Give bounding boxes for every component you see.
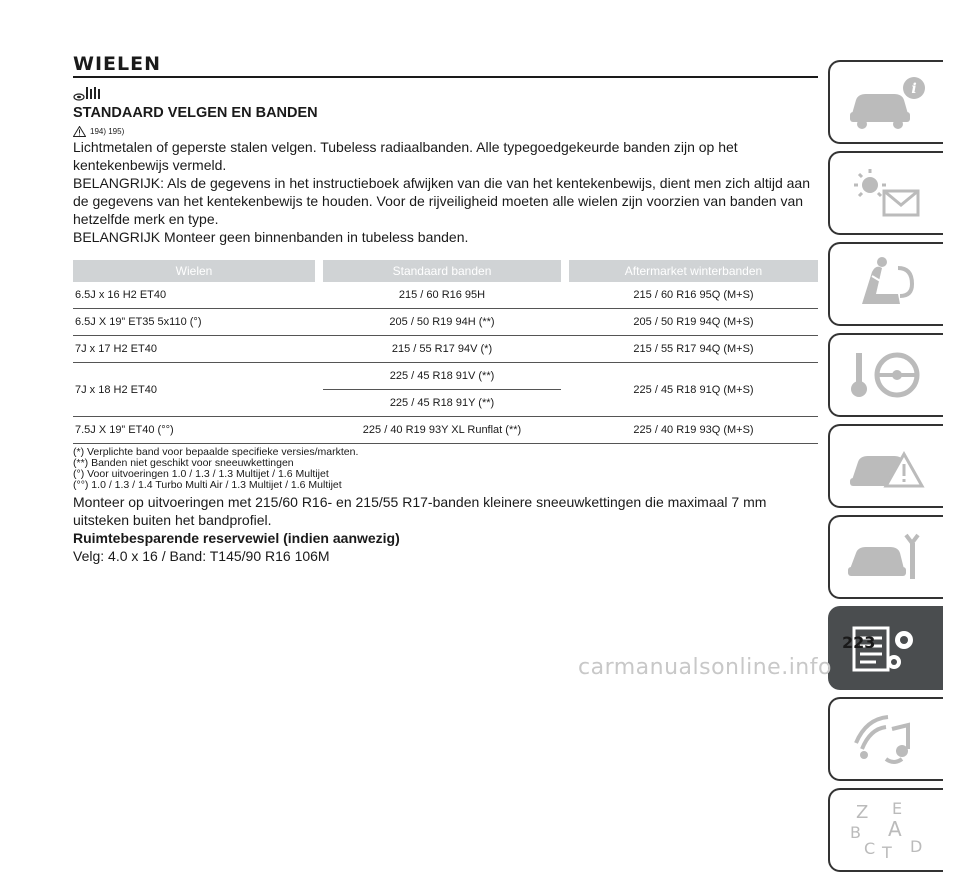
svg-text:i: i xyxy=(910,81,917,97)
table-row xyxy=(73,282,818,309)
paragraph: BELANGRIJK Monteer geen binnenbanden in tubeless banden. xyxy=(73,229,469,245)
table-header-row xyxy=(73,260,818,282)
table-row xyxy=(73,363,818,390)
airbag-seat-icon xyxy=(842,254,932,314)
lights-message-icon xyxy=(842,163,932,223)
table-row xyxy=(73,336,818,363)
cell-winter: 215 / 55 R17 94Q (M+S) xyxy=(569,336,818,363)
table-notes xyxy=(73,447,818,491)
index-letter: A xyxy=(887,817,902,841)
header-separator xyxy=(561,260,569,282)
index-letters-icon xyxy=(842,798,932,862)
cell-standard: 215 / 60 R16 95H xyxy=(323,282,561,309)
tire-icon xyxy=(73,85,818,101)
multimedia-icon xyxy=(842,709,932,769)
tab-starting-driving[interactable] xyxy=(828,333,943,417)
tab-safety[interactable] xyxy=(828,242,943,326)
note: (°) Voor uitvoeringen 1.0 / 1.3 / 1.3 Multijet / 1.6 Multijet xyxy=(73,468,329,480)
cell-wheel: 7J x 17 H2 ET40 xyxy=(73,336,315,363)
index-letter: Z xyxy=(855,802,868,823)
tab-maintenance[interactable] xyxy=(828,515,943,599)
tab-lights-messages[interactable] xyxy=(828,151,943,235)
tab-emergency[interactable] xyxy=(828,424,943,508)
table-row xyxy=(73,417,818,444)
cell-standard: 225 / 45 R18 91Y (**) xyxy=(323,390,561,417)
watermark: carmanualsonline.info xyxy=(578,655,832,680)
tab-index[interactable] xyxy=(828,788,943,872)
header-winter: Aftermarket winterbanden xyxy=(569,260,818,282)
cell-winter: 225 / 45 R18 91Q (M+S) xyxy=(569,363,818,417)
main-content xyxy=(73,52,818,565)
tab-multimedia[interactable] xyxy=(828,697,943,781)
table-row xyxy=(73,309,818,336)
section-title: WIELEN xyxy=(73,53,161,75)
paragraph: BELANGRIJK: Als de gegevens in het instructieboek afwijken van die van het kentekenbewijs, dient men zich altijd aan de gegevens van het kentekenbewijs te houden. Voor de rijveiligheid moeten alle wielen zijn voorzien van banden van hetzelfde merk en type. xyxy=(73,175,810,227)
note: (**) Banden niet geschikt voor sneeuwkettingen xyxy=(73,457,294,469)
paragraph: Lichtmetalen of geperste stalen velgen. Tubeless radiaalbanden. Alle typegoedgekeurde banden zijn op het kentekenbewijs vermeld. xyxy=(73,139,738,173)
note: (*) Verplichte band voor bepaalde specifieke versies/markten. xyxy=(73,446,359,458)
index-letter: B xyxy=(849,823,861,842)
note: (°°) 1.0 / 1.3 / 1.4 Turbo Multi Air / 1.3 Multijet / 1.6 Multijet xyxy=(73,479,342,491)
tab-car-info[interactable] xyxy=(828,60,943,144)
page-number: 223 xyxy=(842,633,876,652)
spare-wheel-title: Ruimtebesparende reservewiel (indien aanwezig) xyxy=(73,530,400,546)
cell-wheel: 6.5J X 19” ET35 5x110 (°) xyxy=(73,309,315,336)
index-letter: D xyxy=(909,837,922,856)
car-info-icon xyxy=(842,72,932,132)
cell-wheel: 7.5J X 19” ET40 (°°) xyxy=(73,417,315,444)
header-wheels: Wielen xyxy=(73,260,315,282)
cell-winter: 225 / 40 R19 93Q (M+S) xyxy=(569,417,818,444)
crash-warning-icon xyxy=(842,436,932,496)
cell-wheel: 7J x 18 H2 ET40 xyxy=(73,363,315,417)
cell-wheel: 6.5J x 16 H2 ET40 xyxy=(73,282,315,309)
tire-table xyxy=(73,260,818,444)
key-steering-icon xyxy=(842,345,932,405)
spare-wheel-text: Velg: 4.0 x 16 / Band: T145/90 R16 106M xyxy=(73,548,330,564)
cell-winter: 215 / 60 R16 95Q (M+S) xyxy=(569,282,818,309)
header-standard: Standaard banden xyxy=(323,260,561,282)
cell-standard: 215 / 55 R17 94V (*) xyxy=(323,336,561,363)
index-letter: T xyxy=(881,843,892,862)
after-table-text: Monteer op uitvoeringen met 215/60 R16- en 215/55 R17-banden kleinere sneeuwkettingen die maximaal 7 mm uitsteken buiten het bandprofiel. xyxy=(73,494,767,528)
title-rule xyxy=(73,76,818,78)
car-tools-icon xyxy=(842,527,932,587)
warning-triangle-icon xyxy=(73,126,86,137)
cell-winter: 205 / 50 R19 94Q (M+S) xyxy=(569,309,818,336)
chapter-sidebar xyxy=(828,60,943,879)
cell-standard: 205 / 50 R19 94H (**) xyxy=(323,309,561,336)
intro-paragraphs xyxy=(73,138,818,246)
cell-standard: 225 / 40 R19 93Y XL Runflat (**) xyxy=(323,417,561,444)
index-letter: E xyxy=(891,799,902,818)
cell-standard: 225 / 45 R18 91V (**) xyxy=(323,363,561,390)
warning-refs: 194) 195) xyxy=(90,126,125,136)
warning-row xyxy=(73,125,818,137)
header-separator xyxy=(315,260,323,282)
index-letter: C xyxy=(863,839,875,858)
subsection-title: STANDAARD VELGEN EN BANDEN xyxy=(73,105,318,121)
